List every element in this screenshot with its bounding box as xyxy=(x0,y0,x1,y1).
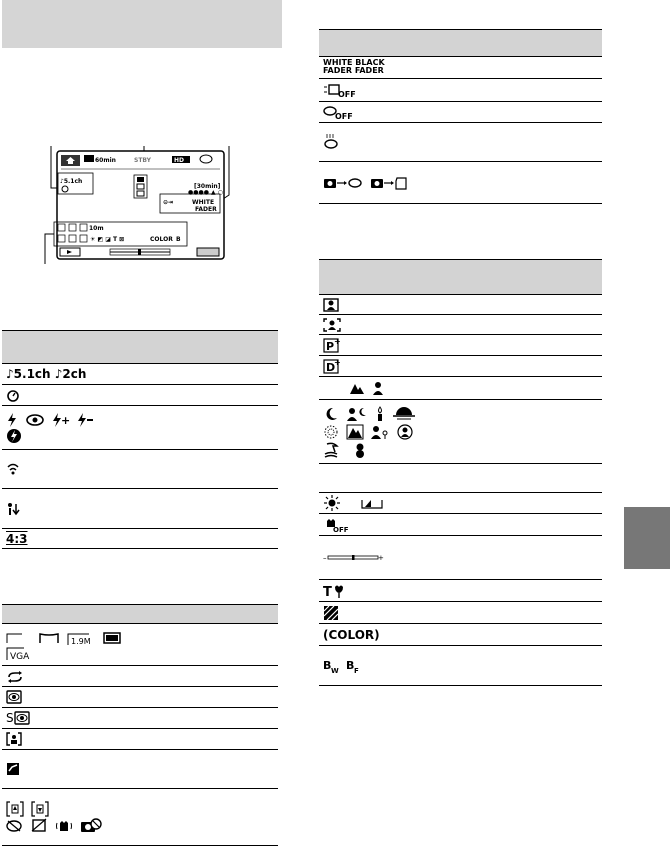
scene-night-icon xyxy=(323,406,339,422)
table-row xyxy=(319,162,602,204)
camera-to-disc-icon xyxy=(323,175,363,191)
fluorescent-icon xyxy=(361,496,383,510)
scene-fireworks-icon xyxy=(323,424,339,440)
table-row xyxy=(319,400,602,464)
svg-text:B: B xyxy=(176,236,181,243)
person-icon xyxy=(371,381,385,395)
table-row xyxy=(2,624,278,666)
svg-text:–: – xyxy=(323,554,327,562)
p-plus-icon xyxy=(323,337,341,353)
image-size-icon xyxy=(6,631,30,645)
guide-frame-up-icon xyxy=(6,801,24,817)
zebra-icon xyxy=(323,605,339,621)
table-header xyxy=(2,331,278,364)
svg-text:VGA: VGA xyxy=(10,651,30,662)
landscape-icon xyxy=(349,381,365,395)
table-row xyxy=(319,602,602,624)
table-row xyxy=(2,666,278,687)
camera-to-card-icon xyxy=(370,175,410,191)
svg-text:1.9M: 1.9M xyxy=(71,636,91,646)
fader-top-text: WHITE xyxy=(192,199,215,206)
svg-text:+: + xyxy=(61,413,71,427)
color-text: COLOR xyxy=(150,236,173,243)
scene-twilight-portrait-icon xyxy=(346,406,368,422)
guide-frame-down-icon xyxy=(31,801,49,817)
flash-plus-icon xyxy=(51,412,69,428)
audio-text: ♪5.1ch xyxy=(60,178,83,185)
table-row xyxy=(2,489,278,529)
right-table-2 xyxy=(319,259,602,686)
ev-bar-icon xyxy=(323,553,383,563)
left-table-2 xyxy=(2,604,278,846)
image-size-wide-icon xyxy=(37,631,61,645)
self-timer-icon xyxy=(6,388,20,402)
table-row xyxy=(2,708,278,729)
left-table-1 xyxy=(2,330,278,549)
face-detect-icon xyxy=(323,318,341,332)
wireless-mic-icon xyxy=(6,462,20,476)
section-header-banner xyxy=(2,0,282,48)
svg-text:+: + xyxy=(378,554,384,562)
mic-level-low-icon xyxy=(6,502,20,516)
card-warning-icon xyxy=(31,817,49,833)
svg-text:T: T xyxy=(323,584,332,600)
table-row xyxy=(2,729,278,750)
scene-spotlight-icon xyxy=(397,424,413,440)
effect-bw-icon xyxy=(323,658,339,674)
lcd-screen-diagram xyxy=(30,138,240,270)
svg-text:OFF: OFF xyxy=(335,112,353,121)
table-row xyxy=(2,750,278,789)
table-row xyxy=(319,536,602,580)
fader-labels: WHITE BLACK FADER FADER xyxy=(323,58,385,75)
svg-text:OFF: OFF xyxy=(338,90,356,99)
table-row xyxy=(319,514,602,536)
d-plus-icon xyxy=(323,358,341,374)
table-header xyxy=(2,605,278,624)
color-slow-icon: (COLOR) xyxy=(323,627,380,642)
svg-text:+: + xyxy=(334,358,341,367)
table-row xyxy=(319,123,602,162)
table-row xyxy=(319,79,602,102)
s-eye-label: S xyxy=(6,711,14,725)
repeat-icon xyxy=(6,671,24,683)
svg-text:D: D xyxy=(326,361,336,374)
svg-text:W: W xyxy=(331,666,339,675)
camera-warning-icon xyxy=(80,817,102,833)
table-row xyxy=(2,406,278,450)
flash-minus-icon xyxy=(76,412,94,428)
table-row xyxy=(319,102,602,123)
fader-bottom-text: FADER xyxy=(195,206,217,213)
table-header xyxy=(319,30,602,57)
svg-text:●●●● ▲ ○: ●●●● ▲ ○ xyxy=(188,189,223,196)
table-row xyxy=(2,385,278,406)
table-row xyxy=(319,493,602,514)
table-row xyxy=(319,377,602,400)
flash-icon xyxy=(6,412,18,428)
table-row xyxy=(319,580,602,602)
status-text: STBY xyxy=(134,157,152,164)
camera-shake-icon xyxy=(55,817,73,833)
s-eye-icon xyxy=(14,711,30,725)
table-row xyxy=(319,295,602,315)
svg-text:B: B xyxy=(345,658,354,672)
table-row xyxy=(319,356,602,377)
scene-sunrise-icon xyxy=(393,406,415,422)
side-index-tab xyxy=(624,507,670,569)
table-row xyxy=(2,687,278,708)
sun-icon xyxy=(323,495,341,511)
scene-beach-icon xyxy=(323,442,345,458)
effect-film-icon xyxy=(346,658,362,674)
table-row xyxy=(319,315,602,335)
table-row xyxy=(319,646,602,686)
aspect-4-3-icon: 4:3 xyxy=(6,531,28,546)
face-bracket-icon xyxy=(6,732,22,746)
scene-landscape-icon xyxy=(346,424,364,440)
disc-off-icon xyxy=(323,104,351,120)
svg-text:P: P xyxy=(326,340,335,353)
image-size-vga-icon xyxy=(6,646,36,660)
table-header xyxy=(319,260,602,295)
backlight-off-icon xyxy=(323,82,356,99)
tele-macro-icon xyxy=(323,583,345,599)
table-row xyxy=(2,529,278,549)
scene-portrait-icon xyxy=(370,424,390,440)
remaining-text: [30min] xyxy=(194,183,221,190)
flash-off-icon xyxy=(6,428,22,444)
svg-text:OFF: OFF xyxy=(333,525,349,534)
table-row xyxy=(319,57,602,79)
table-row xyxy=(2,789,278,846)
svg-text:⊝⇥: ⊝⇥ xyxy=(163,199,174,206)
eye-icon xyxy=(6,690,22,704)
time-text: 10m xyxy=(89,225,104,232)
table-row xyxy=(319,624,602,646)
right-table-1 xyxy=(319,29,602,204)
hd-text: HD xyxy=(174,157,185,164)
table-row xyxy=(319,464,602,493)
check-mark-icon xyxy=(6,762,20,776)
table-row xyxy=(2,450,278,489)
red-eye-icon xyxy=(25,413,45,427)
steadyshot-off-icon xyxy=(323,517,349,534)
disc-warning-icon xyxy=(6,817,24,833)
table-row xyxy=(319,335,602,356)
battery-text: 60min xyxy=(95,157,116,164)
image-size-full-icon xyxy=(102,631,124,645)
image-size-1-9m-icon xyxy=(67,630,95,646)
svg-text:+: + xyxy=(334,337,341,346)
svg-text:F: F xyxy=(353,666,359,675)
portrait-face-icon xyxy=(323,298,339,312)
scene-snow-icon xyxy=(352,442,368,458)
svg-text:☀ ◩ ◪ T ⊠: ☀ ◩ ◪ T ⊠ xyxy=(90,236,125,243)
scene-candle-icon xyxy=(374,406,386,422)
svg-text:B: B xyxy=(323,658,332,672)
table-row: ♪5.1ch ♪2ch xyxy=(2,364,278,385)
disc-heat-icon xyxy=(323,133,339,151)
